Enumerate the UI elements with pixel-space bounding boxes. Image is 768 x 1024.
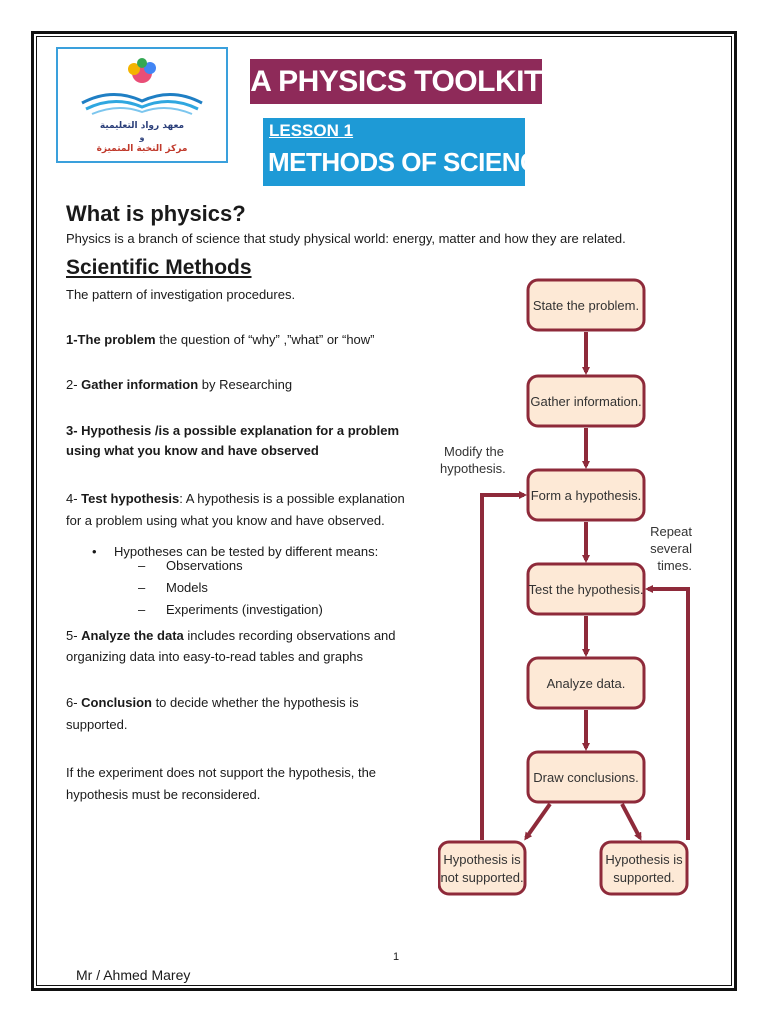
physics-definition: Physics is a branch of science that study physical world: energy, matter and how they are related. xyxy=(66,231,626,246)
flow-arrow-not-supported xyxy=(526,804,550,838)
step-3-line-2: using what you know and have observed xyxy=(66,443,319,458)
author-name: Mr / Ahmed Marey xyxy=(76,967,191,983)
lesson-banner xyxy=(263,118,556,186)
step-4-title: Test hypothesis xyxy=(81,491,180,506)
bullet-icon: • xyxy=(92,544,97,559)
closing-line-2: hypothesis must be reconsidered. xyxy=(66,787,261,802)
repeat-label: times. xyxy=(657,558,692,573)
institute-logo xyxy=(56,47,228,163)
means-item-text: Experiments (investigation) xyxy=(166,602,323,617)
step-6-title: Conclusion xyxy=(81,695,152,710)
heading-what-is-physics: What is physics? xyxy=(66,201,246,226)
step-2 xyxy=(66,376,292,394)
methods-intro: The pattern of investigation procedures. xyxy=(66,287,296,302)
step-5 xyxy=(66,627,396,645)
step-1 xyxy=(66,331,375,349)
step-5-title: Analyze the data xyxy=(81,628,184,643)
step-6-number: 6- xyxy=(66,695,82,710)
step-2-text: by Researching xyxy=(198,377,293,392)
logo-text-arabic-1: معهد رواد التعليمية xyxy=(99,121,185,131)
flow-step-label: Form a hypothesis. xyxy=(530,488,642,503)
step-4-text: : A hypothesis is a possible explanation xyxy=(179,491,405,506)
flow-step-label: Draw conclusions. xyxy=(533,770,639,785)
outcome-not-supported-label: not supported. xyxy=(440,870,524,885)
flow-step-label: Test the hypothesis. xyxy=(528,582,644,597)
lesson-number: LESSON 1 xyxy=(269,121,354,140)
toolkit-banner: A PHYSICS TOOLKIT xyxy=(250,59,542,104)
logo-text-arabic-3: مركز النخبة المتميزة xyxy=(96,144,188,154)
heading-scientific-methods: Scientific Methods xyxy=(66,256,252,279)
step-6 xyxy=(66,694,359,712)
step-3-line-1: 3- Hypothesis /is a possible explanation for a problem xyxy=(66,423,400,438)
means-item: – Experiments (investigation) xyxy=(138,602,323,617)
modify-hypothesis-label: Modify the xyxy=(444,444,504,459)
flow-arrow-supported xyxy=(622,804,640,838)
means-item: – Models xyxy=(138,580,208,595)
repeat-label: several xyxy=(650,541,692,556)
flow-step-label: Gather information. xyxy=(530,394,642,409)
means-item-text: Models xyxy=(166,580,208,595)
outcome-supported-label: Hypothesis is xyxy=(605,852,683,867)
closing-line-1: If the experiment does not support the hypothesis, the xyxy=(66,765,377,780)
means-bullet xyxy=(92,544,378,559)
step-6-text: to decide whether the hypothesis is xyxy=(151,695,359,710)
means-item: – Observations xyxy=(138,558,243,573)
flow-arrow-repeat-loop xyxy=(648,589,688,840)
step-4 xyxy=(66,490,405,508)
step-5-number: 5- xyxy=(66,628,82,643)
outcome-not-supported-label: Hypothesis is xyxy=(443,852,521,867)
outcome-not-supported-box xyxy=(439,842,525,894)
modify-hypothesis-label: hypothesis. xyxy=(440,461,506,476)
logo-text-arabic-2: و xyxy=(139,133,145,142)
step-4-line-2: for a problem using what you know and have observed. xyxy=(66,513,385,528)
means-item-text: Observations xyxy=(166,558,243,573)
flow-step-label: State the problem. xyxy=(532,298,640,313)
page-number: 1 xyxy=(393,951,400,963)
step-2-title: Gather information xyxy=(81,377,199,392)
step-5-text: includes recording observations and xyxy=(183,628,396,643)
step-1-title: 1-The problem xyxy=(66,332,156,347)
means-bullet-text: Hypotheses can be tested by different means: xyxy=(114,544,379,559)
open-book-icon xyxy=(58,51,226,121)
lesson-title: METHODS OF SCIENCE xyxy=(268,147,556,177)
flow-arrow-modify-loop xyxy=(482,495,524,840)
step-2-number: 2- xyxy=(66,377,82,392)
flow-step-label: Analyze data. xyxy=(546,676,626,691)
step-6-line-2: supported. xyxy=(66,717,128,732)
step-1-text: the question of “why” ,”what” or “how” xyxy=(155,332,375,347)
step-4-number: 4- xyxy=(66,491,82,506)
outcome-supported-box xyxy=(601,842,687,894)
step-5-line-2: organizing data into easy-to-read tables and graphs xyxy=(66,649,364,664)
repeat-label: Repeat xyxy=(650,524,692,539)
outcome-supported-label: supported. xyxy=(613,870,675,885)
scientific-method-flowchart xyxy=(438,276,738,912)
